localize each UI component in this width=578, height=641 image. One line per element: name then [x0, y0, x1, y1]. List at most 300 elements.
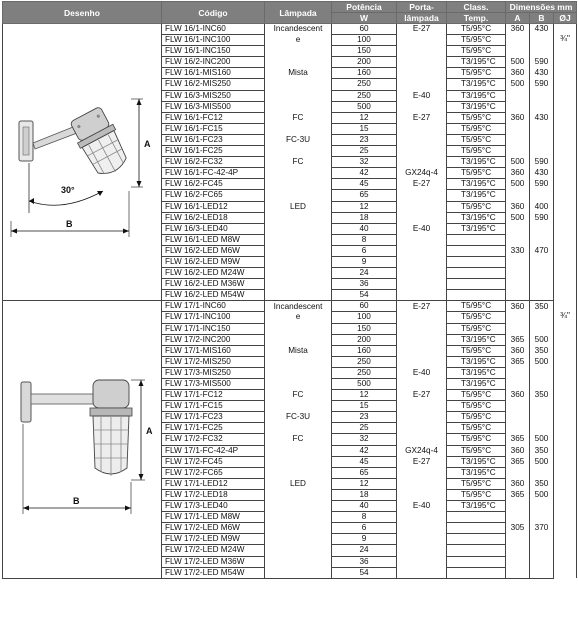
dimension-b-cell	[530, 279, 554, 290]
lamp-type-cell: LED	[265, 478, 332, 489]
temp-class-cell: T5/95°C	[447, 390, 506, 401]
power-watts-cell: 23	[332, 134, 397, 145]
col-header-class: Class.	[447, 2, 506, 13]
dimension-b-cell: 470	[530, 245, 554, 256]
col-header-class-2: Temp.	[447, 13, 506, 24]
lamp-type-cell	[265, 268, 332, 279]
power-watts-cell: 23	[332, 412, 397, 423]
lamp-holder-cell	[397, 334, 447, 345]
temp-class-cell: T5/95°C	[447, 345, 506, 356]
product-code-cell: FLW 17/2-FC65	[162, 467, 265, 478]
dimension-a-cell	[506, 256, 530, 267]
dimension-a-cell	[506, 312, 530, 323]
temp-class-cell: T5/95°C	[447, 24, 506, 35]
temp-class-cell: T5/95°C	[447, 123, 506, 134]
product-code-cell: FLW 17/3-LED40	[162, 501, 265, 512]
table-row	[3, 301, 577, 312]
lamp-holder-cell: E-27	[397, 179, 447, 190]
lamp-holder-cell	[397, 379, 447, 390]
lamp-holder-cell: E-27	[397, 112, 447, 123]
dimension-b-cell: 500	[530, 489, 554, 500]
dimension-b-cell	[530, 190, 554, 201]
product-code-cell: FLW 16/1-FC12	[162, 112, 265, 123]
temp-class-cell: T5/95°C	[447, 445, 506, 456]
dimension-a-cell	[506, 234, 530, 245]
power-watts-cell: 36	[332, 279, 397, 290]
product-code-cell: FLW 16/2-LED M9W	[162, 256, 265, 267]
dimension-a-cell: 500	[506, 212, 530, 223]
lamp-type-cell: e	[265, 312, 332, 323]
temp-class-cell: T5/95°C	[447, 312, 506, 323]
lamp-type-cell	[265, 556, 332, 567]
power-watts-cell: 8	[332, 512, 397, 523]
lamp-holder-cell	[397, 190, 447, 201]
dimension-a-cell: 365	[506, 489, 530, 500]
lamp-type-cell	[265, 190, 332, 201]
product-code-cell: FLW 16/1-LED M8W	[162, 234, 265, 245]
power-watts-cell: 54	[332, 567, 397, 578]
product-code-cell: FLW 17/1-FC12	[162, 390, 265, 401]
power-watts-cell: 65	[332, 467, 397, 478]
dimension-a-cell	[506, 556, 530, 567]
product-code-cell: FLW 17/1-INC60	[162, 301, 265, 312]
temp-class-cell	[447, 256, 506, 267]
dimension-b-cell	[530, 90, 554, 101]
lamp-holder-cell	[397, 146, 447, 157]
power-watts-cell: 12	[332, 201, 397, 212]
product-code-cell: FLW 16/3-LED40	[162, 223, 265, 234]
lamp-type-cell	[265, 534, 332, 545]
temp-class-cell	[447, 279, 506, 290]
lamp-holder-cell	[397, 79, 447, 90]
power-watts-cell: 250	[332, 79, 397, 90]
dimension-b-cell	[530, 146, 554, 157]
temp-class-cell	[447, 268, 506, 279]
power-watts-cell: 18	[332, 212, 397, 223]
temp-class-cell: T5/95°C	[447, 434, 506, 445]
dimension-a-cell: 360	[506, 201, 530, 212]
power-watts-cell: 200	[332, 57, 397, 68]
temp-class-cell: T3/195°C	[447, 157, 506, 168]
thread-size-cell: ¾"	[554, 24, 577, 301]
lamp-type-cell	[265, 467, 332, 478]
lamp-holder-cell	[397, 512, 447, 523]
dimension-b-cell	[530, 268, 554, 279]
lamp-type-cell	[265, 323, 332, 334]
product-code-cell: FLW 16/1-INC60	[162, 24, 265, 35]
lamp-type-cell	[265, 545, 332, 556]
dimension-a-cell	[506, 279, 530, 290]
header-row	[3, 2, 577, 13]
power-watts-cell: 24	[332, 545, 397, 556]
dimension-a-cell: 330	[506, 245, 530, 256]
dimension-b-cell: 370	[530, 523, 554, 534]
lamp-type-cell	[265, 523, 332, 534]
product-code-cell: FLW 16/2-LED M36W	[162, 279, 265, 290]
temp-class-cell	[447, 534, 506, 545]
power-watts-cell: 9	[332, 256, 397, 267]
dimension-a-cell	[506, 423, 530, 434]
dimension-b-cell	[530, 501, 554, 512]
lamp-holder-cell	[397, 256, 447, 267]
product-code-cell: FLW 17/1-FC25	[162, 423, 265, 434]
dimension-a-cell	[506, 46, 530, 57]
lamp-type-cell	[265, 567, 332, 578]
dimension-b-cell: 350	[530, 478, 554, 489]
dimension-a-cell	[506, 545, 530, 556]
dimension-a-cell: 360	[506, 478, 530, 489]
dimension-b-cell	[530, 423, 554, 434]
lamp-holder-cell: E-40	[397, 90, 447, 101]
product-code-cell: FLW 17/2-FC45	[162, 456, 265, 467]
dimension-a-cell: 360	[506, 390, 530, 401]
lamp-type-cell	[265, 57, 332, 68]
dimension-a-cell	[506, 534, 530, 545]
temp-class-cell	[447, 290, 506, 301]
lamp-type-cell	[265, 423, 332, 434]
dimension-a-cell: 360	[506, 445, 530, 456]
bracket-arm	[33, 127, 77, 149]
fixture-body	[90, 380, 132, 476]
lamp-type-cell	[265, 489, 332, 500]
product-code-cell: FLW 17/1-LED12	[162, 478, 265, 489]
power-watts-cell: 36	[332, 556, 397, 567]
lamp-holder-cell	[397, 57, 447, 68]
temp-class-cell	[447, 556, 506, 567]
lamp-type-cell: e	[265, 35, 332, 46]
power-watts-cell: 12	[332, 112, 397, 123]
lamp-type-cell	[265, 79, 332, 90]
power-watts-cell: 500	[332, 101, 397, 112]
dimension-b-cell: 500	[530, 334, 554, 345]
product-code-cell: FLW 17/1-FC15	[162, 401, 265, 412]
lamp-holder-cell	[397, 312, 447, 323]
dimension-a-label: A	[144, 138, 151, 149]
dimension-b-cell	[530, 545, 554, 556]
lamp-holder-cell	[397, 434, 447, 445]
dimension-b-cell: 430	[530, 168, 554, 179]
lamp-holder-cell	[397, 290, 447, 301]
lamp-holder-cell	[397, 345, 447, 356]
dimension-a-cell	[506, 146, 530, 157]
product-spec-table	[2, 1, 577, 579]
bracket-arm	[31, 394, 95, 404]
product-code-cell: FLW 16/2-LED18	[162, 212, 265, 223]
temp-class-cell: T5/95°C	[447, 423, 506, 434]
dimension-b-cell: 500	[530, 356, 554, 367]
product-code-cell: FLW 16/2-LED M24W	[162, 268, 265, 279]
product-code-cell: FLW 16/1-FC23	[162, 134, 265, 145]
dimension-b-cell	[530, 567, 554, 578]
dimension-a-cell	[506, 567, 530, 578]
lamp-type-cell	[265, 445, 332, 456]
dimension-a-cell	[506, 512, 530, 523]
dimension-b-cell	[530, 512, 554, 523]
dimension-a-cell: 500	[506, 57, 530, 68]
product-code-cell: FLW 17/1-MIS160	[162, 345, 265, 356]
dimension-a-cell: 305	[506, 523, 530, 534]
lamp-type-cell	[265, 90, 332, 101]
dimension-b-cell: 350	[530, 445, 554, 456]
dimension-b-cell: 590	[530, 57, 554, 68]
lamp-holder-cell: GX24q-4	[397, 445, 447, 456]
product-code-cell: FLW 17/1-INC150	[162, 323, 265, 334]
lamp-holder-cell: E-40	[397, 223, 447, 234]
lamp-type-cell	[265, 367, 332, 378]
product-code-cell: FLW 16/1-FC15	[162, 123, 265, 134]
product-code-cell: FLW 16/1-INC150	[162, 46, 265, 57]
col-header-potencia-unit: W	[332, 13, 397, 24]
dimension-b-cell: 430	[530, 112, 554, 123]
power-watts-cell: 32	[332, 434, 397, 445]
temp-class-cell: T3/195°C	[447, 179, 506, 190]
lamp-type-cell: Mista	[265, 68, 332, 79]
power-watts-cell: 500	[332, 379, 397, 390]
power-watts-cell: 150	[332, 46, 397, 57]
product-code-cell: FLW 16/2-INC200	[162, 57, 265, 68]
lamp-holder-cell	[397, 467, 447, 478]
col-header-lampada: Lâmpada	[265, 2, 332, 24]
lamp-holder-cell: E-27	[397, 24, 447, 35]
dimension-b-cell	[530, 234, 554, 245]
lamp-type-cell	[265, 179, 332, 190]
lamp-holder-cell	[397, 423, 447, 434]
lamp-type-cell	[265, 512, 332, 523]
power-watts-cell: 12	[332, 390, 397, 401]
dimension-a-cell	[506, 379, 530, 390]
power-watts-cell: 42	[332, 445, 397, 456]
lamp-holder-cell: E-27	[397, 456, 447, 467]
lamp-type-cell	[265, 279, 332, 290]
lamp-holder-cell	[397, 478, 447, 489]
power-watts-cell: 25	[332, 423, 397, 434]
col-header-dim-a: A	[506, 13, 530, 24]
lamp-type-cell	[265, 456, 332, 467]
dimension-a-cell: 500	[506, 79, 530, 90]
lamp-type-cell	[265, 334, 332, 345]
dimension-a-cell: 360	[506, 68, 530, 79]
dimension-a-cell: 500	[506, 179, 530, 190]
dimension-b-cell: 590	[530, 212, 554, 223]
lamp-type-cell: Mista	[265, 345, 332, 356]
lamp-type-cell	[265, 223, 332, 234]
angle-label: 30°	[61, 184, 75, 195]
dimension-a-cell	[506, 134, 530, 145]
product-code-cell: FLW 16/2-FC32	[162, 157, 265, 168]
product-code-cell: FLW 17/1-LED M8W	[162, 512, 265, 523]
temp-class-cell: T3/195°C	[447, 367, 506, 378]
lamp-holder-cell	[397, 201, 447, 212]
lamp-type-cell: Incandescent	[265, 24, 332, 35]
lamp-type-cell: FC	[265, 112, 332, 123]
dimension-b-cell	[530, 123, 554, 134]
product-code-cell: FLW 17/2-LED18	[162, 489, 265, 500]
power-watts-cell: 100	[332, 312, 397, 323]
power-watts-cell: 6	[332, 245, 397, 256]
lamp-holder-cell: E-40	[397, 501, 447, 512]
dimension-a-cell	[506, 412, 530, 423]
temp-class-cell: T3/195°C	[447, 334, 506, 345]
power-watts-cell: 42	[332, 168, 397, 179]
dimension-b-cell: 500	[530, 456, 554, 467]
lamp-holder-cell	[397, 556, 447, 567]
lamp-holder-cell	[397, 157, 447, 168]
product-code-cell: FLW 17/2-LED M24W	[162, 545, 265, 556]
dimension-a-cell	[506, 467, 530, 478]
dimension-a-cell: 365	[506, 434, 530, 445]
dimension-b-cell: 590	[530, 157, 554, 168]
lamp-type-cell: FC-3U	[265, 134, 332, 145]
dimension-a-cell	[506, 90, 530, 101]
product-code-cell: FLW 16/2-LED M54W	[162, 290, 265, 301]
temp-class-cell: T5/95°C	[447, 68, 506, 79]
temp-class-cell: T5/95°C	[447, 323, 506, 334]
power-watts-cell: 60	[332, 24, 397, 35]
col-header-dim-oj: ØJ	[554, 13, 577, 24]
temp-class-cell: T5/95°C	[447, 401, 506, 412]
temp-class-cell	[447, 545, 506, 556]
temp-class-cell: T5/95°C	[447, 134, 506, 145]
dimension-b-cell	[530, 323, 554, 334]
product-code-cell: FLW 17/2-LED M36W	[162, 556, 265, 567]
dimension-a-cell: 360	[506, 345, 530, 356]
dimension-a-cell: 365	[506, 456, 530, 467]
product-code-cell: FLW 16/1-MIS160	[162, 68, 265, 79]
dimension-b-cell	[530, 134, 554, 145]
dimension-b-cell: 500	[530, 434, 554, 445]
dimension-b-cell	[530, 290, 554, 301]
dimension-b-cell	[530, 223, 554, 234]
lamp-type-cell	[265, 356, 332, 367]
lamp-holder-cell: E-40	[397, 367, 447, 378]
dimension-a-cell	[506, 123, 530, 134]
product-code-cell: FLW 16/2-FC45	[162, 179, 265, 190]
temp-class-cell: T5/95°C	[447, 201, 506, 212]
dimension-b-cell	[530, 367, 554, 378]
dimension-a-cell: 360	[506, 168, 530, 179]
product-code-cell: FLW 17/2-FC32	[162, 434, 265, 445]
product-code-cell: FLW 17/1-FC23	[162, 412, 265, 423]
power-watts-cell: 160	[332, 68, 397, 79]
lamp-holder-cell	[397, 356, 447, 367]
temp-class-cell: T5/95°C	[447, 301, 506, 312]
col-header-dimensoes: Dimensões mm	[506, 2, 577, 13]
temp-class-cell: T3/195°C	[447, 90, 506, 101]
lamp-holder-cell	[397, 68, 447, 79]
temp-class-cell: T5/95°C	[447, 146, 506, 157]
lamp-type-cell	[265, 168, 332, 179]
dimension-b-cell	[530, 256, 554, 267]
lamp-holder-cell: GX24q-4	[397, 168, 447, 179]
power-watts-cell: 40	[332, 223, 397, 234]
temp-class-cell: T3/195°C	[447, 223, 506, 234]
temp-class-cell: T3/195°C	[447, 190, 506, 201]
lamp-type-cell	[265, 234, 332, 245]
lamp-holder-cell	[397, 534, 447, 545]
lamp-type-cell: FC-3U	[265, 412, 332, 423]
product-code-cell: FLW 16/3-MIS500	[162, 101, 265, 112]
drawing-cell	[3, 24, 162, 301]
product-code-cell: FLW 17/2-LED M54W	[162, 567, 265, 578]
dimension-a-cell: 360	[506, 24, 530, 35]
product-code-cell: FLW 16/1-FC-42-4P	[162, 168, 265, 179]
temp-class-cell: T3/195°C	[447, 79, 506, 90]
dimension-b-cell	[530, 46, 554, 57]
temp-class-cell: T3/195°C	[447, 57, 506, 68]
lamp-holder-cell	[397, 401, 447, 412]
temp-class-cell: T5/95°C	[447, 168, 506, 179]
dimension-a-label: A	[146, 425, 153, 436]
power-watts-cell: 100	[332, 35, 397, 46]
lamp-type-cell: FC	[265, 434, 332, 445]
temp-class-cell: T3/195°C	[447, 101, 506, 112]
product-code-cell: FLW 16/2-FC65	[162, 190, 265, 201]
power-watts-cell: 32	[332, 157, 397, 168]
product-code-cell: FLW 17/3-MIS500	[162, 379, 265, 390]
power-watts-cell: 65	[332, 190, 397, 201]
power-watts-cell: 24	[332, 268, 397, 279]
dimension-a-cell	[506, 501, 530, 512]
power-watts-cell: 250	[332, 90, 397, 101]
product-code-cell: FLW 16/1-FC25	[162, 146, 265, 157]
product-code-cell: FLW 17/2-LED M6W	[162, 523, 265, 534]
power-watts-cell: 12	[332, 478, 397, 489]
temp-class-cell: T5/95°C	[447, 412, 506, 423]
product-code-cell: FLW 17/3-MIS250	[162, 367, 265, 378]
fixture-drawing-straight	[3, 318, 161, 558]
dimension-a-cell	[506, 190, 530, 201]
table-row	[3, 24, 577, 35]
lamp-holder-cell	[397, 412, 447, 423]
lamp-holder-cell	[397, 279, 447, 290]
lamp-holder-cell	[397, 101, 447, 112]
drawing-cell	[3, 301, 162, 578]
thread-size-cell: ¾"	[554, 301, 577, 578]
lamp-type-cell	[265, 123, 332, 134]
col-header-codigo: Código	[162, 2, 265, 24]
dimension-b-cell: 350	[530, 390, 554, 401]
product-code-cell: FLW 16/3-MIS250	[162, 90, 265, 101]
fixture-drawing-angled	[3, 41, 161, 281]
lamp-holder-cell	[397, 489, 447, 500]
dimension-b-cell	[530, 35, 554, 46]
lamp-holder-cell	[397, 134, 447, 145]
power-watts-cell: 25	[332, 146, 397, 157]
power-watts-cell: 45	[332, 456, 397, 467]
product-code-cell: FLW 17/2-MIS250	[162, 356, 265, 367]
dimension-b-label: B	[66, 218, 73, 229]
power-watts-cell: 150	[332, 323, 397, 334]
wall-plate	[21, 382, 31, 422]
lamp-holder-cell	[397, 212, 447, 223]
lamp-type-cell	[265, 501, 332, 512]
col-header-porta-2: lâmpada	[397, 13, 447, 24]
power-watts-cell: 8	[332, 234, 397, 245]
dimension-a-cell	[506, 401, 530, 412]
dimension-a-cell: 500	[506, 157, 530, 168]
power-watts-cell: 160	[332, 345, 397, 356]
temp-class-cell	[447, 512, 506, 523]
lamp-type-cell	[265, 401, 332, 412]
temp-class-cell: T3/195°C	[447, 456, 506, 467]
lamp-holder-cell	[397, 523, 447, 534]
lamp-holder-cell	[397, 123, 447, 134]
power-watts-cell: 9	[332, 534, 397, 545]
temp-class-cell	[447, 567, 506, 578]
dimension-b-cell: 350	[530, 345, 554, 356]
dimension-b-label: B	[73, 495, 80, 506]
power-watts-cell: 45	[332, 179, 397, 190]
